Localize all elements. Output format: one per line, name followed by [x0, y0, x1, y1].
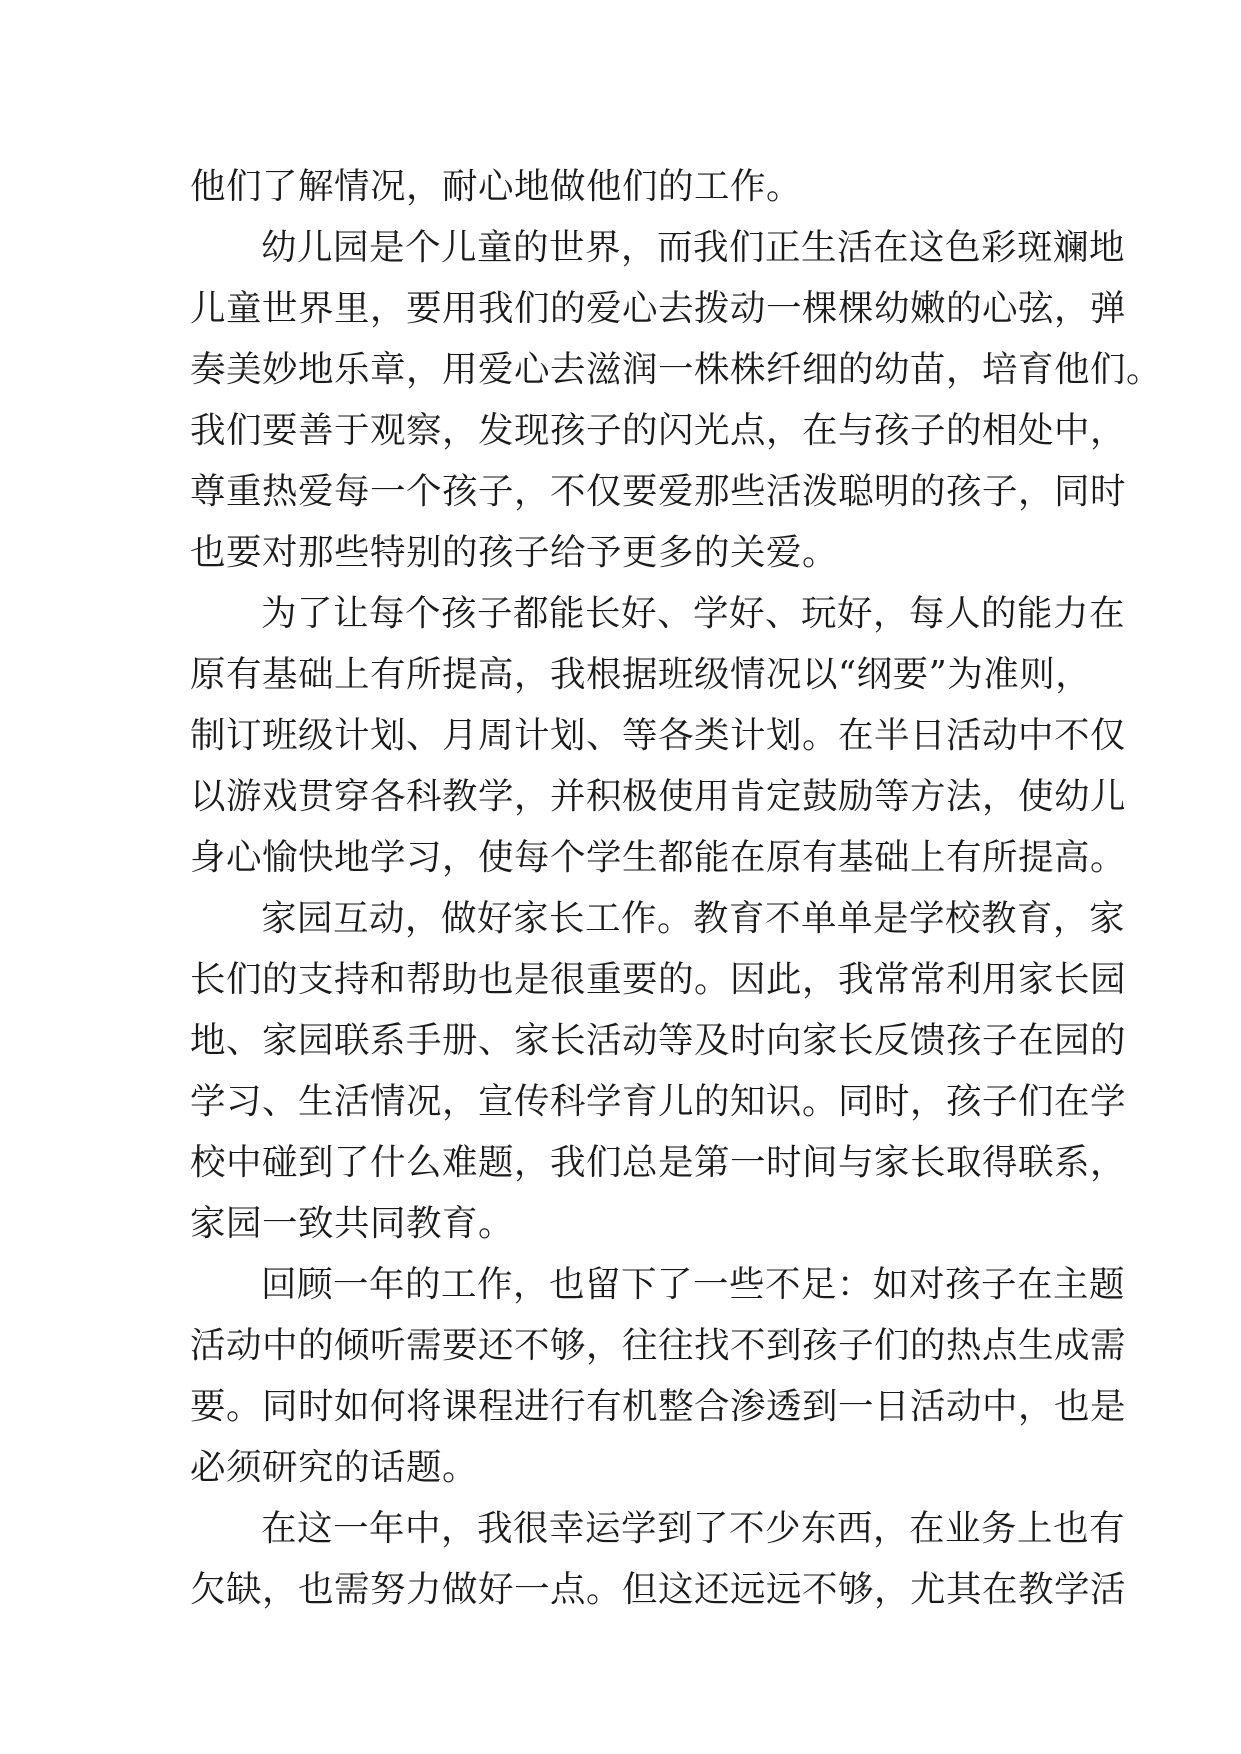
text-line: 奏美妙地乐章，用爱心去滋润一株株纤细的幼苗，培育他们。: [190, 349, 1163, 390]
paragraph-1: [190, 156, 1050, 217]
text-line: 必须研究的话题。: [190, 1447, 479, 1488]
paragraph-6: [190, 1498, 1127, 1620]
text-line: 身心愉快地学习，使每个学生都能在原有基础上有所提高。: [190, 837, 1127, 878]
text-line: 活动中的倾听需要还不够，往往找不到孩子们的热点生成需: [190, 1325, 1127, 1366]
text-line: 学习、生活情况，宣传科学育儿的知识。同时，孩子们在学: [190, 1081, 1127, 1122]
text-line: 制订班级计划、月周计划、等各类计划。在半日活动中不仅: [190, 715, 1127, 756]
document-body: [190, 156, 1163, 1620]
text-line: 要。同时如何将课程进行有机整合渗透到一日活动中，也是: [190, 1386, 1127, 1427]
text-line: 地、家园联系手册、家长活动等及时向家长反馈孩子在园的: [190, 1020, 1127, 1061]
text-line: 在这一年中，我很幸运学到了不少东西，在业务上也有: [261, 1508, 1126, 1549]
text-line: 我们要善于观察，发现孩子的闪光点，在与孩子的相处中，: [190, 410, 1127, 451]
text-line: 以游戏贯穿各科教学，并积极使用肯定鼓励等方法，使幼儿: [190, 776, 1127, 817]
text-line: 家园一致共同教育。: [190, 1203, 515, 1244]
paragraph-4: [190, 888, 1127, 1254]
text-line: 也要对那些特别的孩子给予更多的关爱。: [190, 532, 839, 573]
text-line: 为了让每个孩子都能长好、学好、玩好，每人的能力在: [261, 593, 1126, 634]
text-line: 家园互动，做好家长工作。教育不单单是学校教育，家: [261, 898, 1126, 939]
paragraph-5: [190, 1254, 1127, 1498]
text-line: 尊重热爱每一个孩子，不仅要爱那些活泼聪明的孩子，同时: [190, 471, 1127, 512]
text-line: 他们了解情况，耐心地做他们的工作。: [190, 166, 803, 207]
paragraph-2: [190, 217, 1163, 583]
text-line: 幼儿园是个儿童的世界，而我们正生活在这色彩斑斓地: [261, 227, 1126, 268]
paragraph-3: [190, 583, 1127, 888]
text-line: 长们的支持和帮助也是很重要的。因此，我常常利用家长园: [190, 959, 1127, 1000]
text-line: 欠缺，也需努力做好一点。但这还远远不够，尤其在教学活: [190, 1569, 1127, 1610]
text-line: 儿童世界里，要用我们的爱心去拨动一棵棵幼嫩的心弦，弹: [190, 288, 1127, 329]
text-line: 回顾一年的工作，也留下了一些不足：如对孩子在主题: [261, 1264, 1126, 1305]
text-line: 原有基础上有所提高，我根据班级情况以“纲要”为准则，: [190, 654, 1092, 695]
text-line: 校中碰到了什么难题，我们总是第一时间与家长取得联系，: [190, 1142, 1127, 1183]
